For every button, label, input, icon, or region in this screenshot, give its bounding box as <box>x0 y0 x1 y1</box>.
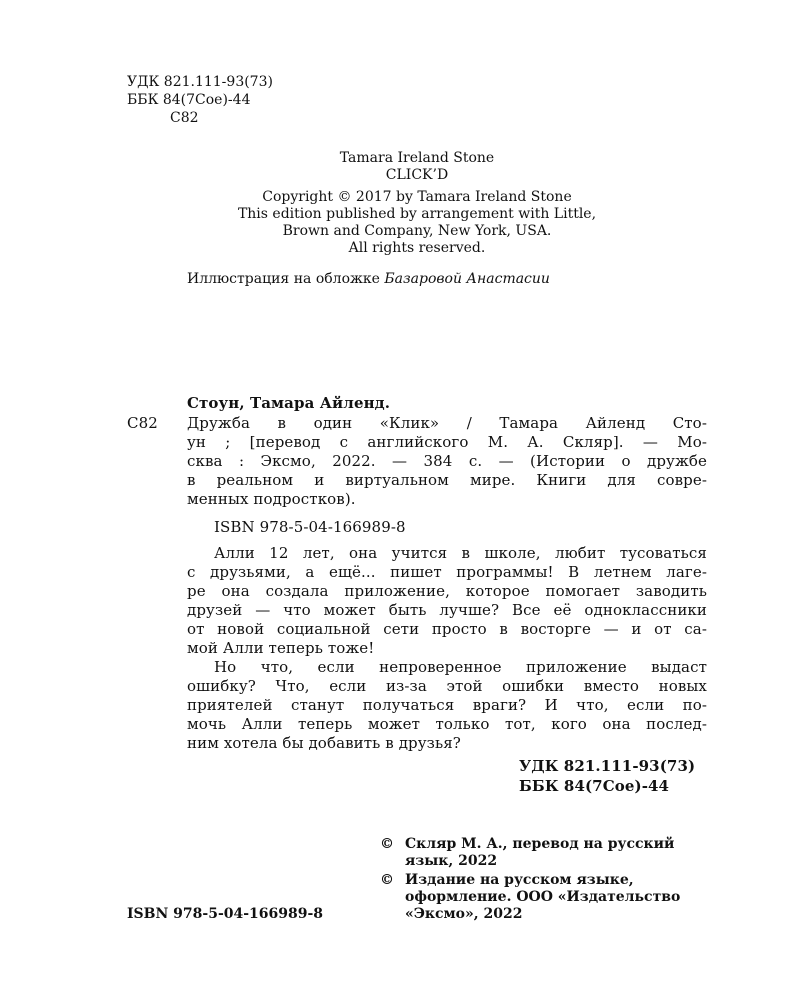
illustrator-name: Базаровой Анастасии <box>384 271 550 287</box>
annotation-line <box>187 601 707 620</box>
footer-isbn: ISBN 978-5-04-166989-8 <box>127 906 324 922</box>
annotation-line <box>187 677 707 696</box>
annotation-text: Но что, если непроверенное приложение выдаст <box>214 658 707 676</box>
annotation-line <box>187 620 707 639</box>
catalog-line: ун ; [перевод с английского М. А. Скляр]. — Мо- <box>187 433 707 451</box>
catalog-description <box>187 452 707 471</box>
copyright-line: Brown and Company, New York, USA. <box>282 223 552 239</box>
annotation-text: мочь Алли теперь может только тот, кого она послед- <box>187 715 707 733</box>
annotation-line <box>187 563 707 582</box>
catalog-line: сква : Эксмо, 2022. — 384 с. — (Истории о дружбе <box>187 452 707 470</box>
annotation-text: с друзьями, а ещё... пишет программы! В летнем лаге- <box>187 563 707 581</box>
annotation-line <box>214 544 707 563</box>
catalog-description <box>187 433 707 452</box>
catalog-description <box>187 471 707 490</box>
catalog-line: в реальном и виртуальном мире. Книги для совре- <box>187 471 707 489</box>
catalog-line: менных подростков). <box>187 490 356 508</box>
copyright-symbol: © <box>380 836 394 852</box>
annotation-text: приятелей станут получаться враги? И что, если по- <box>187 696 707 714</box>
bbk-code: ББК 84(7Сое)-44 <box>127 92 251 108</box>
bottom-bbk-code: ББК 84(7Сое)-44 <box>519 777 670 795</box>
author-sign-code: С82 <box>170 110 199 126</box>
annotation-text: друзей — что может быть лучше? Все её одноклассники <box>187 601 707 619</box>
catalog-author-heading: Стоун, Тамара Айленд. <box>187 394 391 412</box>
edition-rights-line: Издание на русском языке, <box>405 872 634 888</box>
annotation-text: Алли 12 лет, она учится в школе, любит тусоваться <box>214 544 707 562</box>
original-title: CLICK’D <box>385 167 449 183</box>
catalog-description <box>187 414 707 433</box>
illustration-prefix: Иллюстрация на обложке <box>187 271 385 287</box>
copyright-line: Copyright © 2017 by Tamara Ireland Stone <box>262 189 572 205</box>
annotation-text: ошибку? Что, если из-за этой ошибки вместо новых <box>187 677 707 695</box>
edition-rights-line: оформление. ООО «Издательство <box>405 889 681 905</box>
translation-rights-line: язык, 2022 <box>405 853 498 869</box>
illustration-credit <box>187 271 550 288</box>
annotation-line <box>214 658 707 677</box>
translation-rights-line: Скляр М. А., перевод на русский <box>405 836 675 852</box>
annotation-text: ним хотела бы добавить в друзья? <box>187 734 461 752</box>
catalog-code: С82 <box>127 414 158 432</box>
udk-code: УДК 821.111-93(73) <box>127 74 273 90</box>
original-author: Tamara Ireland Stone <box>339 150 495 166</box>
annotation-text: мой Алли теперь тоже! <box>187 639 375 657</box>
annotation-line <box>187 582 707 601</box>
annotation-text: ре она создала приложение, которое помогает заводить <box>187 582 707 600</box>
annotation-line <box>187 696 707 715</box>
copyright-line: This edition published by arrangement with Little, <box>237 206 597 222</box>
annotation-text: от новой социальной сети просто в восторге — и от са- <box>187 620 707 638</box>
catalog-line: Дружба в один «Клик» / Тамара Айленд Сто- <box>187 414 707 432</box>
edition-rights-line: «Эксмо», 2022 <box>405 906 523 922</box>
bottom-udk-code: УДК 821.111-93(73) <box>519 757 696 775</box>
copyright-symbol: © <box>380 872 394 888</box>
copyright-line: All rights reserved. <box>348 240 486 256</box>
catalog-isbn: ISBN 978-5-04-166989-8 <box>214 518 406 536</box>
annotation-line <box>187 715 707 734</box>
